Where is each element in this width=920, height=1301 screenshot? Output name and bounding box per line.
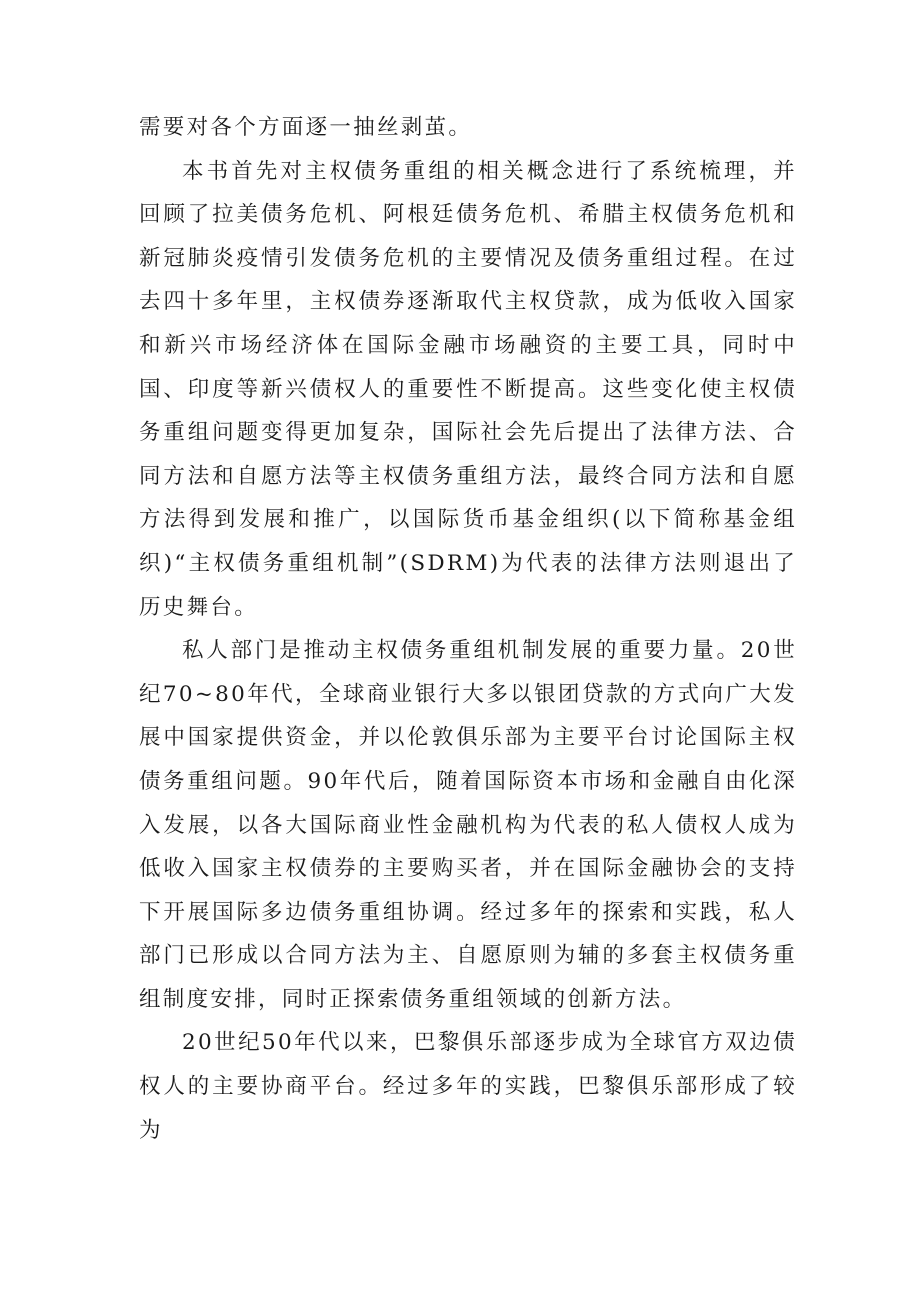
body-text xyxy=(139,106,797,1152)
paragraph-overview: 本书首先对主权债务重组的相关概念进行了系统梳理，并回顾了拉美债务危机、阿根廷债务危机、希腊主权债务危机和新冠肺炎疫情引发债务危机的主要情况及债务重组过程。在过去四十多年里，主权债券逐渐取代主权贷款，成为低收入国家和新兴市场经济体在国际金融市场融资的主要工具，同时中国、印度等新兴债权人的重要性不断提高。这些变化使主权债务重组问题变得更加复杂，国际社会先后提出了法律方法、合同方法和自愿方法等主权债务重组方法，最终合同方法和自愿方法得到发展和推广，以国际货币基金组织(以下简称基金组织)“主权债务重组机制”(SDRM)为代表的法律方法则退出了历史舞台。 xyxy=(139,158,797,620)
paragraph-paris-club: 20世纪50年代以来，巴黎俱乐部逐步成为全球官方双边债权人的主要协商平台。经过多年的实践，巴黎俱乐部形成了较为 xyxy=(139,1030,797,1143)
paragraph-continuation: 需要对各个方面逐一抽丝剥茧。 xyxy=(139,115,473,140)
paragraph-private-sector: 私人部门是推动主权债务重组机制发展的重要力量。20世纪70~80年代，全球商业银行大多以银团贷款的方式向广大发展中国家提供资金，并以伦敦俱乐部为主要平台讨论国际主权债务重组问题。90年代后，随着国际资本市场和金融自由化深入发展，以各大国际商业性金融机构为代表的私人债权人成为低收入国家主权债券的主要购买者，并在国际金融协会的支持下开展国际多边债务重组协调。经过多年的探索和实践，私人部门已形成以合同方法为主、自愿原则为辅的多套主权债务重组制度安排，同时正探索债务重组领域的创新方法。 xyxy=(139,638,797,1012)
